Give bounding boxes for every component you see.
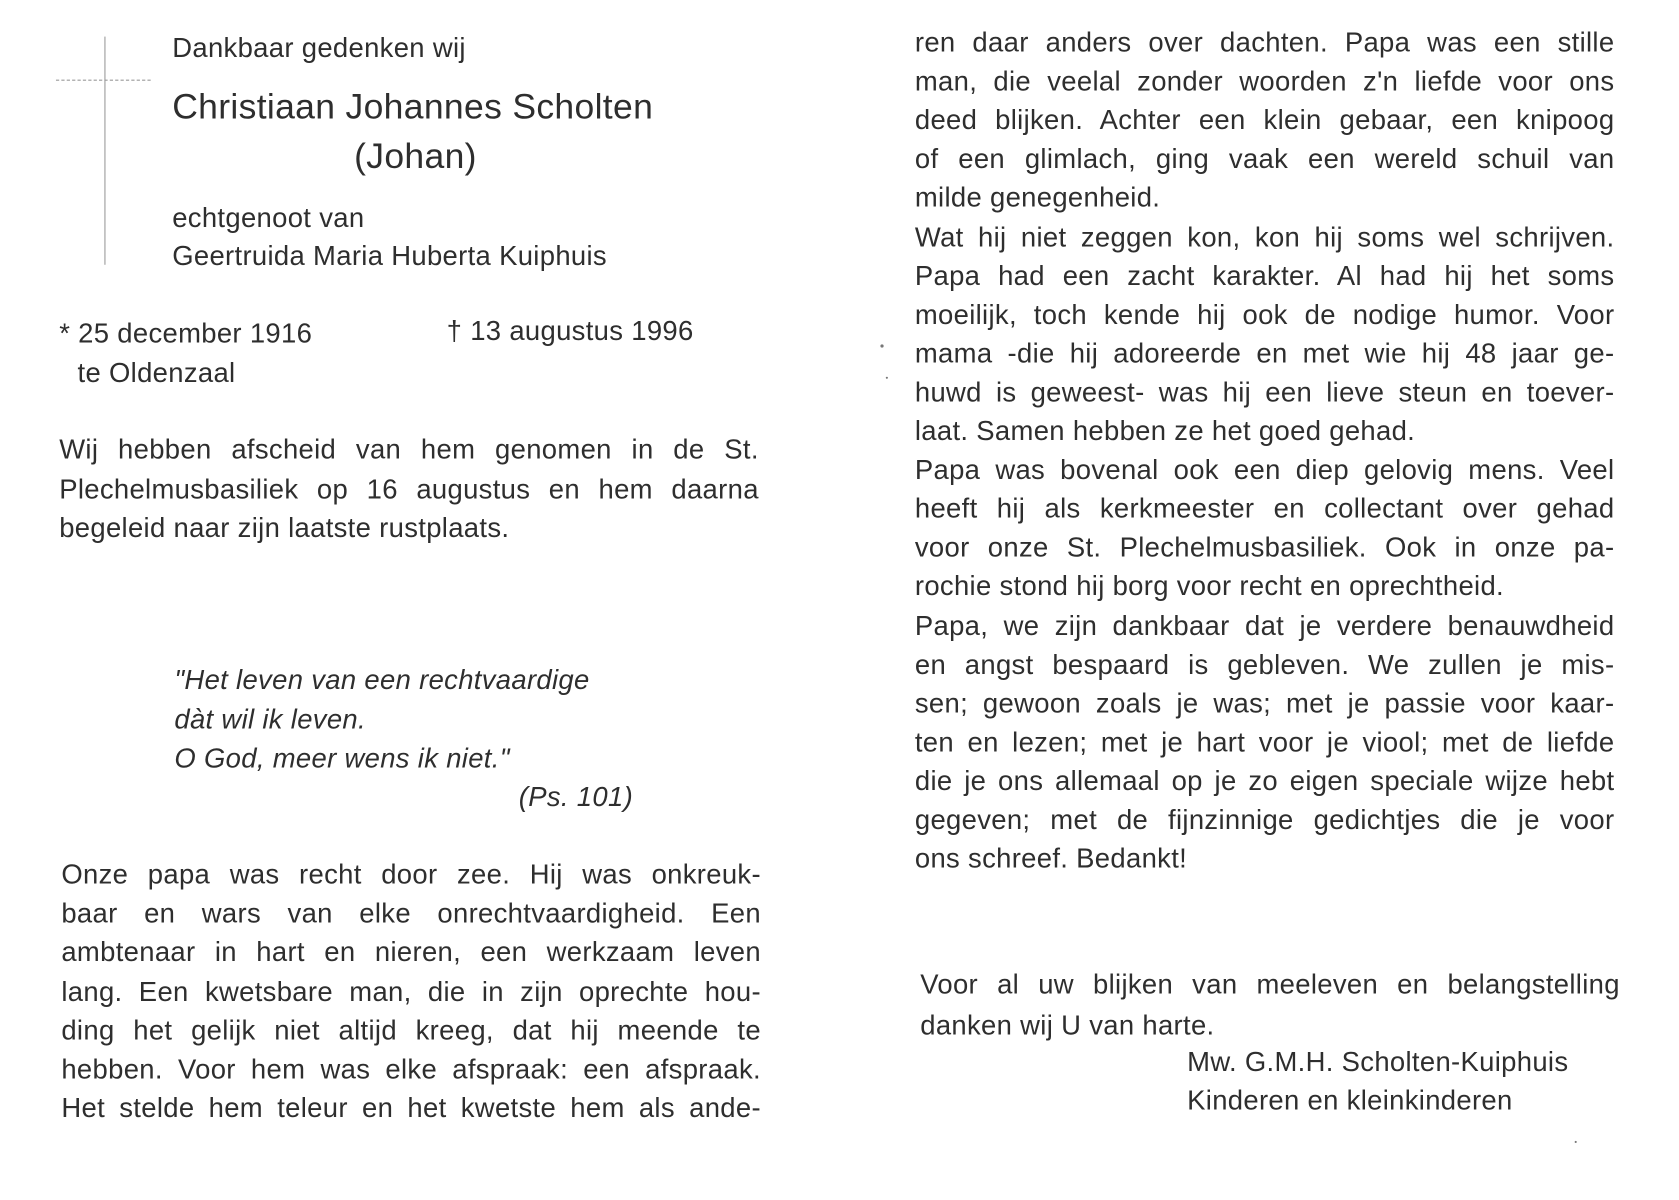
story-line: lang. Een kwetsbare man, die in zijn oprechte hou-: [61, 976, 761, 1007]
story-line: ren daar anders over dachten. Papa was een stille: [914, 27, 1615, 59]
farewell-line: Wij hebben afscheid van hem genomen in de St.: [59, 434, 759, 465]
story-line: ons schreef. Bedankt!: [914, 843, 1188, 875]
thanks-line: Voor al uw blijken van meeleven en belangstelling: [920, 969, 1620, 1000]
scan-speck: [880, 344, 883, 347]
quote-line: O God, meer wens ik niet.": [174, 743, 510, 774]
scan-speck: [1575, 1141, 1577, 1143]
story-line: deed blijken. Achter een klein gebaar, een knipoog: [914, 105, 1615, 136]
deceased-nickname: (Johan): [354, 135, 477, 176]
story-line: heeft hij als kerkmeester en collectant over gehad: [914, 494, 1615, 525]
story-line: Onze papa was recht door zee. Hij was onkreuk-: [61, 859, 761, 891]
story-line: en angst bespaard is gebleven. We zullen je mis-: [914, 649, 1615, 680]
story-line: milde genegenheid.: [914, 183, 1161, 214]
story-line: Papa, we zijn dankbaar dat je verdere benauwdheid: [914, 610, 1615, 641]
quote-line: dàt wil ik leven.: [174, 704, 366, 735]
deceased-name: Christiaan Johannes Scholten: [172, 86, 654, 126]
story-line: laat. Samen hebben ze het goed gehad.: [914, 416, 1416, 447]
story-line: sen; gewoon zoals je was; met je passie voor kaar-: [914, 688, 1615, 719]
scan-speck: [886, 377, 888, 379]
story-line: of een glimlach, ging vaak een wereld schuil van: [914, 144, 1615, 175]
story-line: die je ons allemaal op je zo eigen speciale wijze hebt: [914, 766, 1615, 797]
quote-source: (Ps. 101): [518, 782, 634, 813]
story-line: Wat hij niet zeggen kon, kon hij soms wel schrijven.: [914, 222, 1615, 253]
story-line: Het stelde hem teleur en het kwetste hem als ande-: [61, 1093, 761, 1124]
birth-place: te Oldenzaal: [77, 358, 236, 389]
spouse-label: echtgenoot van: [172, 203, 365, 234]
story-line: Papa had een zacht karakter. Al had hij het soms: [914, 261, 1615, 292]
story-line: huwd is geweest- was hij een lieve steun en toever-: [914, 377, 1615, 408]
signature-line: Kinderen en kleinkinderen: [1187, 1085, 1513, 1116]
story-line: ambtenaar in hart en nieren, een werkzaam leven: [61, 937, 761, 969]
story-line: gegeven; met de fijnzinnige gedichtjes die je voor: [914, 805, 1615, 836]
death-date: † 13 augustus 1996: [446, 316, 694, 347]
story-line: baar en wars van elke onrechtvaardigheid. Een: [61, 898, 761, 930]
story-line: moeilijk, toch kende hij ook de nodige humor. Voor: [914, 299, 1615, 331]
farewell-line: Plechelmusbasiliek op 16 augustus en hem daarna: [59, 474, 759, 505]
thanks-line: danken wij U van harte.: [920, 1010, 1215, 1041]
intro-text: Dankbaar gedenken wij: [172, 33, 466, 64]
story-line: mama -die hij adoreerde en met wie hij 48 jaar ge-: [914, 338, 1615, 369]
story-line: ding het gelijk niet altijd kreeg, dat hij meende te: [61, 1015, 761, 1046]
story-line: rochie stond hij borg voor recht en oprechtheid.: [914, 571, 1505, 603]
quote-line: "Het leven van een rechtvaardige: [174, 665, 590, 696]
signature-line: Mw. G.M.H. Scholten-Kuiphuis: [1187, 1047, 1569, 1078]
cross-horizontal-line: [56, 80, 151, 81]
story-line: Papa was bovenal ook een diep gelovig mens. Veel: [914, 455, 1615, 486]
story-line: voor onze St. Plechelmusbasiliek. Ook in onze pa-: [914, 533, 1615, 564]
story-line: man, die veelal zonder woorden z'n liefde voor ons: [914, 66, 1615, 97]
story-line: hebben. Voor hem was elke afspraak: een afspraak.: [61, 1054, 761, 1085]
story-line: ten en lezen; met je hart voor je viool; met de liefde: [914, 727, 1615, 758]
farewell-line: begeleid naar zijn laatste rustplaats.: [59, 513, 510, 544]
birth-date: * 25 december 1916: [59, 318, 313, 349]
spouse-name: Geertruida Maria Huberta Kuiphuis: [172, 241, 607, 272]
cross-vertical-line: [104, 37, 105, 265]
